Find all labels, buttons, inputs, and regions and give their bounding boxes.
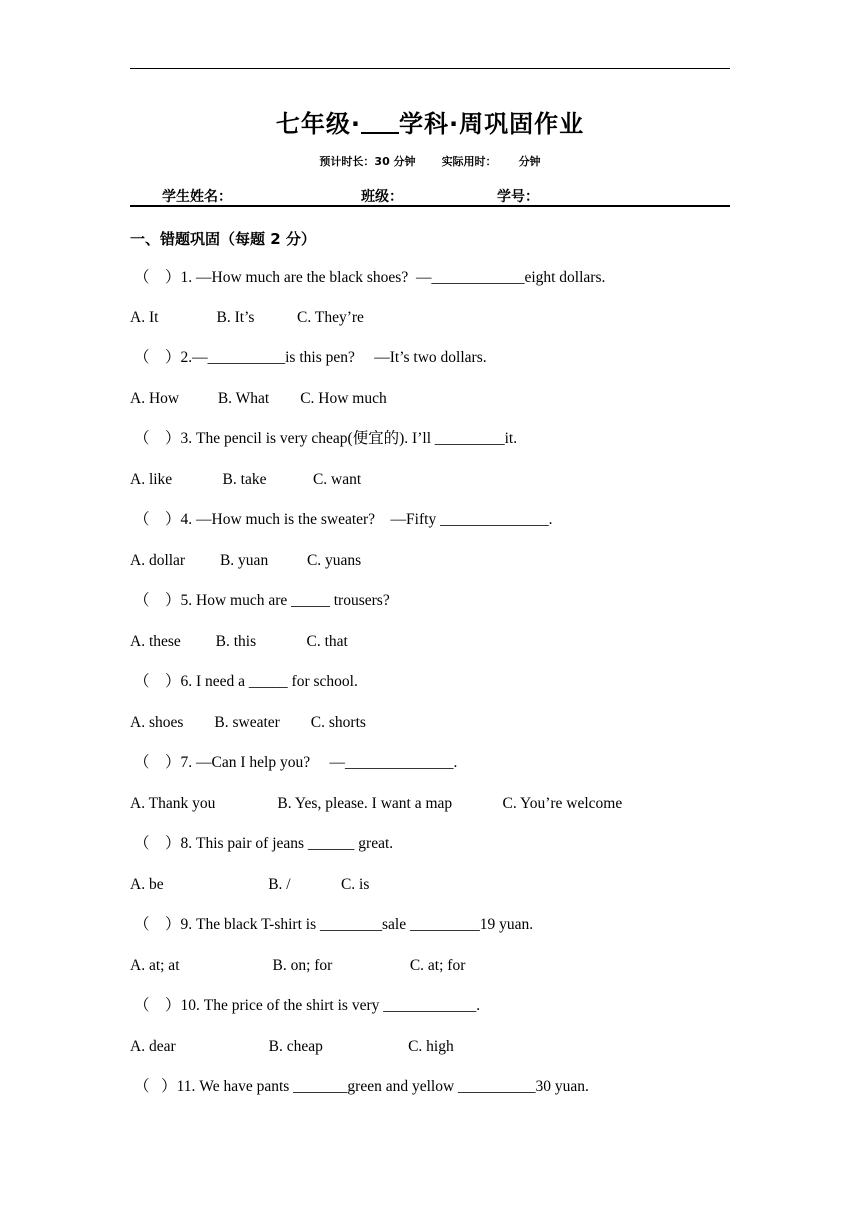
actual-time-unit: 分钟: [518, 155, 541, 168]
question-line: （ ）5. How much are _____ trousers?: [134, 592, 390, 609]
question-line: （ ）9. The black T-shirt is ________sale _________19 yuan.: [134, 916, 534, 933]
student-name-label: 学生姓名：: [162, 189, 232, 205]
class-label: 班级：: [361, 189, 403, 205]
actual-time-label: 实际用时：: [441, 155, 497, 168]
header-divider: [130, 205, 730, 207]
title-subject-suffix: 学科·周巩固作业: [399, 110, 585, 138]
question-line: （ ）6. I need a _____ for school.: [134, 673, 358, 690]
time-info: [130, 153, 730, 169]
page-title: [130, 104, 730, 139]
options-line: A. at; at B. on; for C. at; for: [130, 957, 466, 974]
options-line: A. like B. take C. want: [130, 471, 362, 488]
question-line: （ ）3. The pencil is very cheap(便宜的). I’ll _________it.: [134, 430, 518, 447]
options-line: A. dollar B. yuan C. yuans: [130, 552, 362, 569]
options-line: A. How B. What C. How much: [130, 390, 387, 407]
question-line: （ ）2.—__________is this pen? —It’s two dollars.: [134, 349, 487, 366]
options-line: A. be B. / C. is: [130, 876, 370, 893]
options-line: A. these B. this C. that: [130, 633, 348, 650]
question-line: （ ）8. This pair of jeans ______ great.: [134, 835, 394, 852]
student-info-row: [130, 186, 730, 205]
question-line: （ ）7. —Can I help you? —______________.: [134, 754, 458, 771]
top-divider: [130, 68, 730, 69]
question-line: （ ）4. —How much is the sweater? —Fifty ______________.: [134, 511, 553, 528]
student-id-label: 学号：: [497, 189, 539, 205]
subject-blank: [361, 110, 399, 134]
estimated-time: 预计时长：30 分钟: [319, 155, 416, 168]
options-line: A. dear B. cheap C. high: [130, 1038, 454, 1055]
question-line: （ ）10. The price of the shirt is very ____________.: [134, 997, 481, 1014]
title-grade: 七年级·: [275, 110, 361, 138]
question-line: （ ）11. We have pants _______green and yellow __________30 yuan.: [134, 1078, 589, 1095]
options-line: A. It B. It’s C. They’re: [130, 309, 364, 326]
options-line: A. shoes B. sweater C. shorts: [130, 714, 366, 731]
options-line: A. Thank you B. Yes, please. I want a map C. You’re welcome: [130, 795, 623, 812]
section-title: 一、错题巩固（每题 2 分）: [130, 230, 316, 248]
question-line: （ ）1. —How much are the black shoes? —____________eight dollars.: [134, 269, 606, 286]
